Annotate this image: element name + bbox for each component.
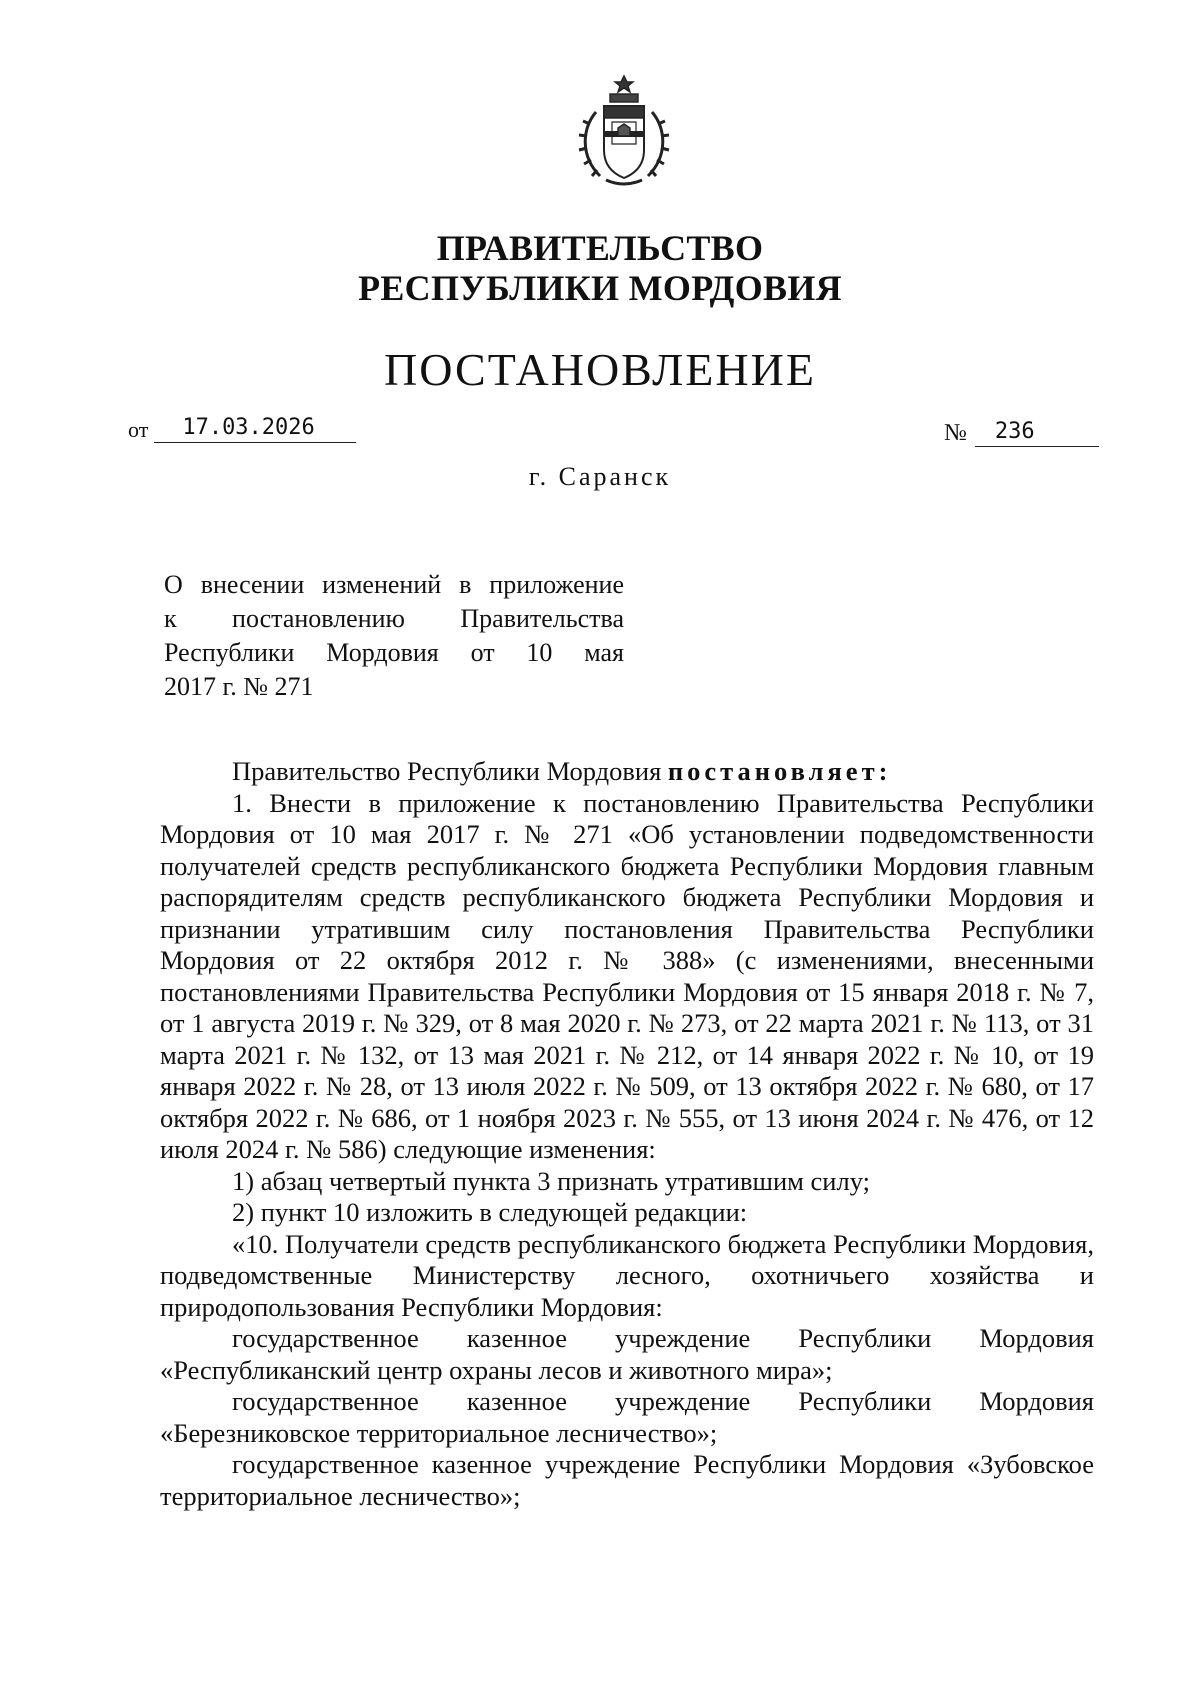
document-number: [944, 418, 1099, 447]
document-date: [128, 414, 356, 443]
subject-line: Республики Мордовия от 10 мая: [164, 638, 624, 667]
intro-paragraph: [160, 756, 1094, 788]
document-body: [160, 756, 1094, 1512]
coat-of-arms-emblem: [566, 72, 682, 192]
intro-text: Правительство Республики Мордовия: [232, 756, 662, 786]
paragraph-10: «10. Получатели средств республиканского бюджета Республики Мордовия, подведомственные Министерству лесного, охотничьего хозяйства и природопользования Республики Мордовия:: [160, 1228, 1094, 1322]
organization-entry: государственное казенное учреждение Республики Мордовия «Республиканский центр охраны лесов и животного мира»;: [160, 1323, 1094, 1385]
document-subject: [164, 568, 624, 704]
city: г. Саранск: [528, 462, 672, 491]
subject-line: к постановлению Правительства: [164, 604, 624, 633]
paragraph-1: 1. Внести в приложение к постановлению Правительства Республики Мордовия от 10 мая 2017 г. № 271 «Об установлении подведомственности получателей средств республиканского бюджета Республики Мордовия главным распорядителям средств республиканского бюджета Республики Мордовия и признании утратившим силу постановления Правительства Республики Мордовия от 22 октября 2012 г. № 388» (с изменениями, внесенными постановлениями Правительства Республики Мордовия от 15 января 2018 г. № 7, от 1 августа 2019 г. № 329, от 8 мая 2020 г. № 273, от 22 марта 2021 г. № 113, от 31 марта 2021 г. № 132, от 13 мая 2021 г. № 212, от 14 января 2022 г. № 10, от 19 января 2022 г. № 28, от 13 июля 2022 г. № 509, от 13 октября 2022 г. № 680, от 17 октября 2022 г. № 686, от 1 ноября 2023 г. № 555, от 13 июня 2024 г. № 476, от 12 июля 2024 г. № 586) следующие изменения:: [160, 787, 1094, 1164]
number-value: 236: [975, 418, 1099, 447]
government-title-line2: РЕСПУБЛИКИ МОРДОВИЯ: [358, 268, 842, 308]
date-value: 17.03.2026: [154, 414, 356, 443]
list-item-2: 2) пункт 10 изложить в следующей редакции:: [232, 1197, 748, 1227]
organization-entry: государственное казенное учреждение Республики Мордовия «Березниковское территориальное лесничество»;: [160, 1386, 1094, 1448]
subject-line: 2017 г. № 271: [164, 672, 314, 701]
subject-line: О внесении изменений в приложение: [164, 570, 624, 599]
number-label: №: [944, 420, 967, 446]
government-title-line1: ПРАВИТЕЛЬСТВО: [436, 228, 764, 268]
list-item-1: 1) абзац четвертый пункта 3 признать утратившим силу;: [232, 1165, 870, 1196]
date-label: от: [128, 417, 149, 442]
intro-decree-word: постановляет:: [667, 756, 892, 786]
document-type: ПОСТАНОВЛЕНИЕ: [384, 344, 816, 395]
organization-entry: государственное казенное учреждение Республики Мордовия «Зубовское территориальное лесничество»;: [160, 1449, 1094, 1511]
